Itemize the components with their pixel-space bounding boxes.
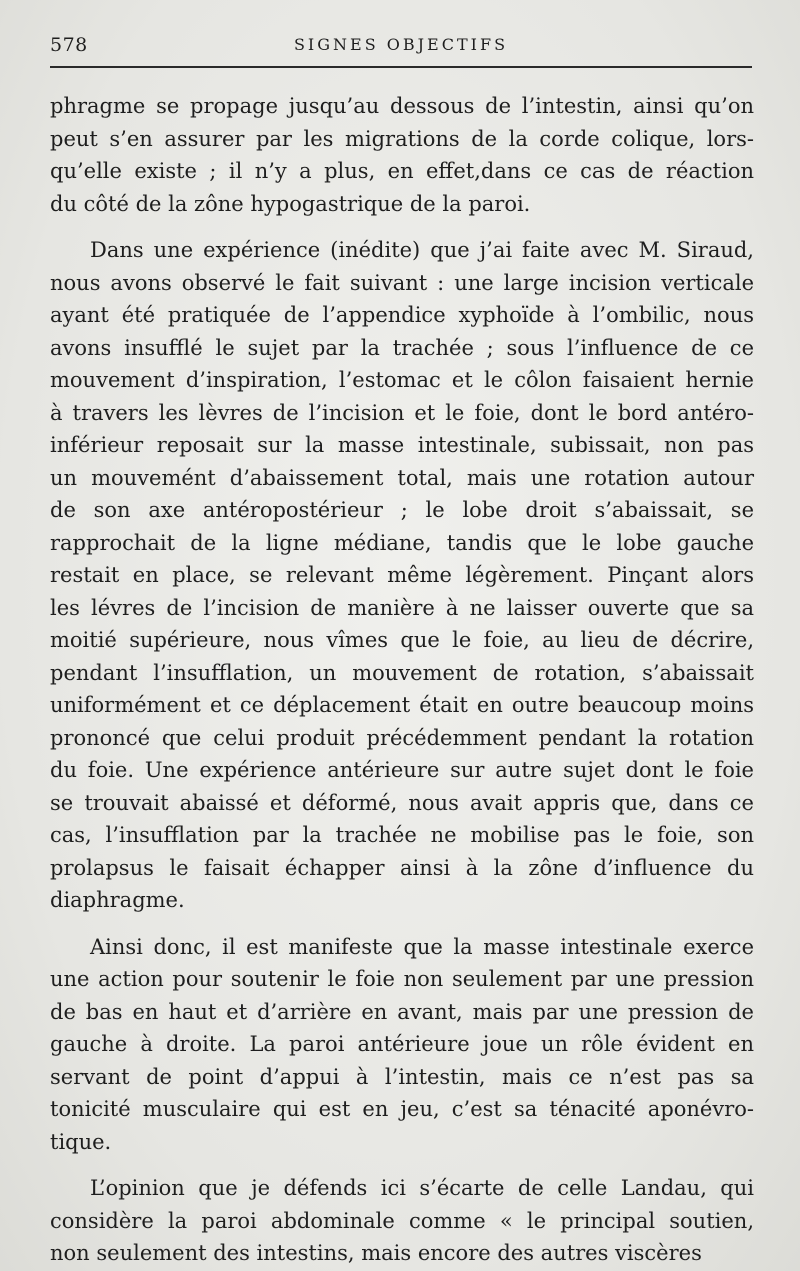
text-line: diaphragme. [50, 888, 185, 912]
paragraph [50, 1172, 754, 1270]
page-number: 578 [50, 34, 88, 56]
text-line: L’opinion que je défends ici s’écarte de celle Landau, qui [90, 1176, 754, 1200]
text-line: qu’elle existe ; il n’y a plus, en effet,dans ce cas de réaction [50, 159, 754, 183]
text-line: tique. [50, 1129, 112, 1154]
text-line: prononcé que celui produit précédemment pendant la rotation [50, 725, 754, 750]
paragraph [50, 90, 754, 220]
text-line: gauche à droite. La paroi antérieure joue un rôle évident en [50, 1032, 754, 1056]
text-line: inférieur reposait sur la masse intestinale, subissait, non pas [50, 433, 754, 457]
text-line: Dans une expérience (inédite) que j’ai faite avec M. Siraud, [90, 238, 754, 262]
text-line: du foie. Une expérience antérieure sur autre sujet dont le foie [50, 758, 754, 782]
text-line: uniformément et ce déplacement était en outre beaucoup moins [50, 693, 754, 717]
text-line: restait en place, se relevant même légèrement. Pinçant alors [50, 563, 754, 587]
text-line: Ainsi donc, il est manifeste que la masse intestinale exerce [90, 934, 754, 959]
text-line: les lévres de l’incision de manière à ne laisser ouverte que sa [50, 595, 754, 620]
text-line: de bas en haut et d’arrière en avant, mais par une pression de [50, 999, 754, 1024]
running-head [50, 30, 752, 60]
body-text [50, 90, 754, 1270]
text-line: prolapsus le faisait échapper ainsi à la zône d’influence du [50, 855, 754, 880]
text-line: ayant été pratiquée de l’appendice xyphoïde à l’ombilic, nous [50, 303, 754, 327]
text-line: de son axe antéropostérieur ; le lobe droit s’abaissait, se [50, 498, 754, 522]
text-line: avons insufflé le sujet par la trachée ; sous l’influence de ce [50, 335, 754, 360]
text-line: cas, l’insufflation par la trachée ne mobilise pas le foie, son [50, 823, 754, 847]
text-line: une action pour soutenir le foie non seulement par une pression [50, 967, 754, 991]
paragraph [50, 931, 754, 1159]
text-line: du côté de la zône hypogastrique de la paroi. [50, 191, 531, 216]
header-rule [50, 66, 752, 68]
text-line: se trouvait abaissé et déformé, nous avait appris que, dans ce [50, 790, 754, 815]
running-title: SIGNES OBJECTIFS [293, 35, 509, 54]
text-line: nous avons observé le fait suivant : une large incision verticale [50, 270, 754, 295]
text-line: pendant l’insufflation, un mouvement de rotation, s’abaissait [50, 660, 754, 685]
text-line: un mouvemént d’abaissement total, mais une rotation autour [50, 465, 754, 490]
text-line: peut s’en assurer par les migrations de la corde colique, lors- [50, 126, 754, 151]
text-line: servant de point d’appui à l’intestin, mais ce n’est pas sa [50, 1064, 754, 1089]
paragraph [50, 234, 754, 917]
text-line: phragme se propage jusqu’au dessous de l’intestin, ainsi qu’on [50, 94, 754, 118]
text-line: rapprochait de la ligne médiane, tandis que le lobe gauche [50, 530, 754, 555]
text-line: mouvement d’inspiration, l’estomac et le côlon faisaient hernie [50, 368, 754, 392]
text-line: tonicité musculaire qui est en jeu, c’est sa ténacité aponévro- [50, 1097, 754, 1121]
text-line: considère la paroi abdominale comme « le principal soutien, [50, 1208, 754, 1233]
text-line: moitié supérieure, nous vîmes que le foie, au lieu de décrire, [50, 628, 754, 652]
text-line: non seulement des intestins, mais encore des autres viscères [50, 1241, 702, 1265]
text-line: à travers les lèvres de l’incision et le foie, dont le bord antéro- [50, 400, 754, 425]
